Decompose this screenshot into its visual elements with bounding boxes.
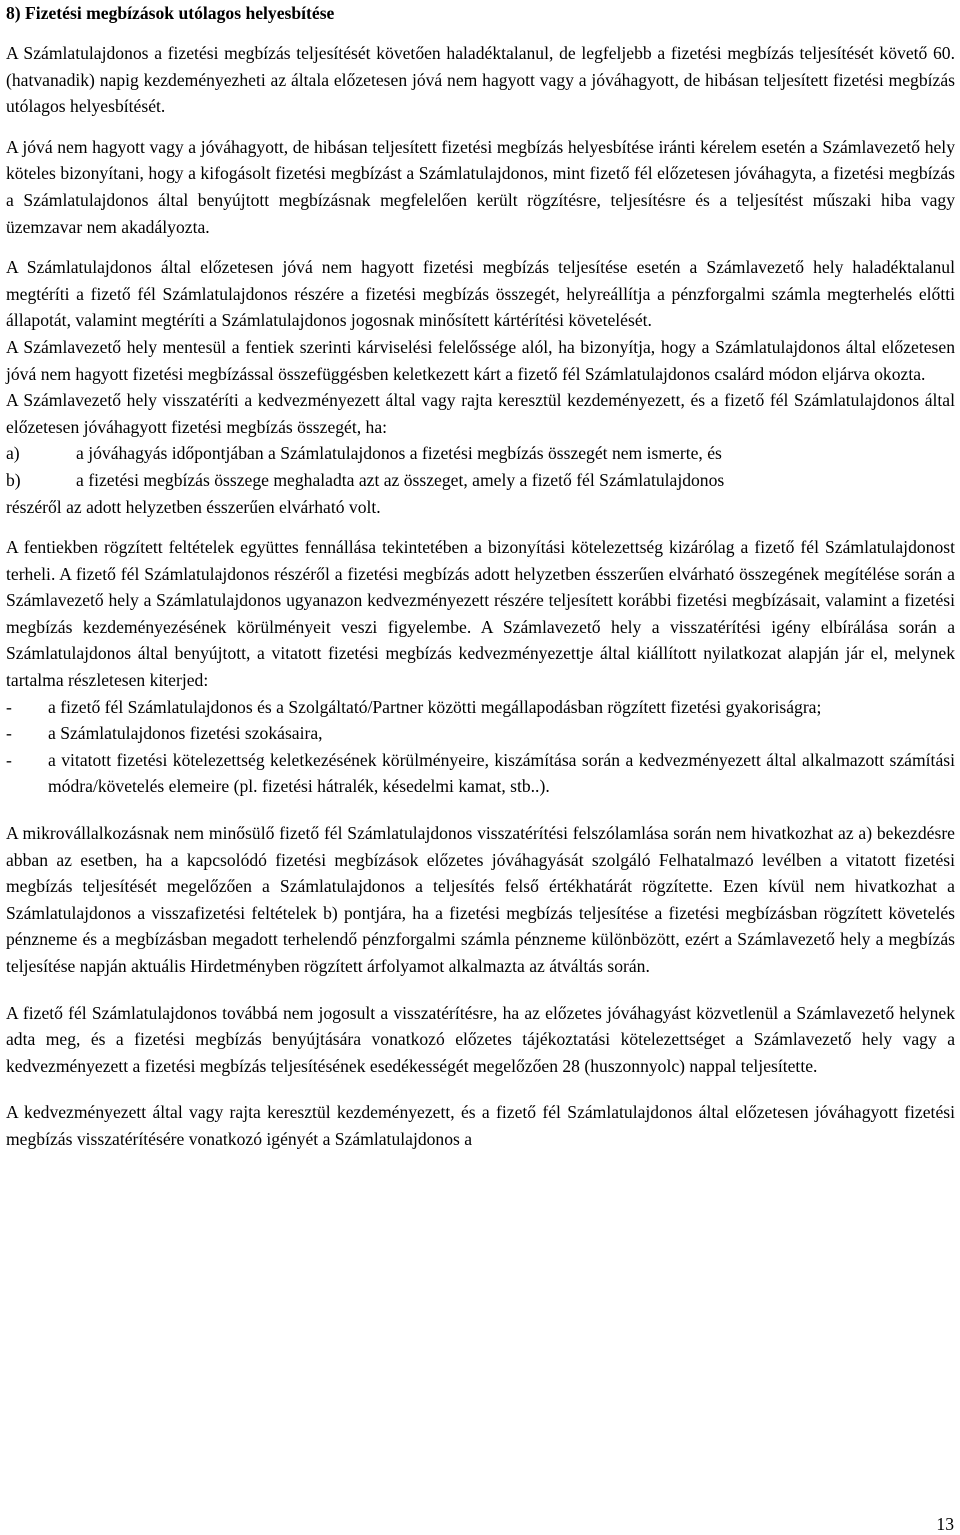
- dash-text: a vitatott fizetési kötelezettség keletkezésének körülményeire, kiszámítása során a kedvezményezett által alkalmazott számítási módra/követelés elemeire (pl. fizetési hátralék, késedelmi kamat, stb..).: [48, 749, 955, 797]
- dash-text: a Számlatulajdonos fizetési szokásaira,: [48, 723, 323, 744]
- page-number: 13: [936, 1514, 954, 1534]
- section-heading: 8) Fizetési megbízások utólagos helyesbítése: [6, 3, 335, 23]
- enum-label: a): [6, 443, 20, 464]
- dash-text: a fizető fél Számlatulajdonos és a Szolgáltató/Partner közötti megállapodásban rögzített fizetési gyakoriságra;: [48, 696, 822, 717]
- paragraph: A kedvezményezett által vagy rajta keresztül kezdeményezett, és a fizető fél Számlatulajdonos által előzetesen jóváhagyott fizetési megbízás visszatérítésére vonatkozó igényét a Számlatulajdonos a: [6, 1102, 955, 1149]
- dash-label: -: [6, 749, 12, 770]
- paragraph: A Számlavezető hely visszatéríti a kedvezményezett által vagy rajta keresztül kezdeményezett, és a fizető fél Számlatulajdonos által előzetesen jóváhagyott fizetési megbízás összegét, ha:: [6, 390, 955, 437]
- enum-text: a fizetési megbízás összege meghaladta azt az összeget, amely a fizető fél Számlatulajdonos: [76, 469, 725, 490]
- paragraph: A mikrovállalkozásnak nem minősülő fizető fél Számlatulajdonos visszatérítési felszólamlása során nem hivatkozhat az a) bekezdésre abban az esetben, ha a kapcsolódó fizetési megbízások előzetes jóváhagyását szolgáló Felhatalmazó levélben a vitatott fizetési megbízás teljesítését megelőzően a Számlatulajdonos a teljesítés felső értékhatárát rögzítette. Ezen kívül nem hivatkozhat a Számlatulajdonos a visszafizetési feltételek b) pontjára, ha a fizetési megbízás teljesítése a fizetési megbízásban rögzített követelés pénzneme és a megbízásban megadott terhelendő pénzforgalmi számla pénzneme különbözött, ezért a Számlavezető hely a megbízás teljesítése napján aktuális Hirdetményben rögzített árfolyamot alkalmazta az átváltás során.: [6, 823, 955, 976]
- dash-item: [6, 747, 955, 800]
- paragraph: A Számlatulajdonos a fizetési megbízás teljesítését követően haladéktalanul, de legfeljebb a fizetési megbízás teljesítését követő 60. (hatvanadik) napig kezdeményezheti az általa előzetesen jóvá nem hagyott vagy a jóváhagyott, de hibásan teljesített fizetési megbízás utólagos helyesbítését.: [6, 43, 955, 117]
- document-page: [6, 0, 955, 1153]
- dash-label: -: [6, 696, 12, 717]
- dash-item: [6, 720, 955, 747]
- enum-item-b: [6, 467, 955, 494]
- paragraph: A Számlavezető hely mentesül a fentiek szerinti kárviselési felelőssége alól, ha bizonyítja, hogy a Számlatulajdonos által előzetesen jóvá nem hagyott fizetési megbízással összefüggésben keletkezett kárt a fizető fél Számlatulajdonos csalárd módon eljárva okozta.: [6, 336, 955, 384]
- paragraph: A fentiekben rögzített feltételek együttes fennállása tekintetében a bizonyítási kötelezettség kizárólag a fizető fél Számlatulajdonost terheli. A fizető fél Számlatulajdonos részéről a fizetési megbízás adott helyzetben ésszerűen elvárható összegének megítélése során a Számlavezető hely a Számlatulajdonos ugyanazon kedvezményezett részére teljesített korábbi fizetési megbízásait, valamint a fizetési megbízás kezdeményezésének körülményeit veszi figyelembe. A Számlavezető hely a visszatérítési igény elbírálása során a Számlatulajdonos által benyújtott, a vitatott fizetési megbízás kedvezményezettje által kiállított nyilatkozat alapján jár el, melynek tartalma részletesen kiterjed:: [6, 537, 955, 691]
- dash-label: -: [6, 723, 12, 744]
- enum-continuation: részéről az adott helyzetben ésszerűen elvárható volt.: [6, 496, 381, 517]
- dash-item: [6, 694, 955, 721]
- paragraph: A Számlatulajdonos által előzetesen jóvá nem hagyott fizetési megbízás teljesítése esetén a Számlavezető hely haladéktalanul megtéríti a fizető fél Számlatulajdonos részére a fizetési megbízás összegét, helyreállítja a pénzforgalmi számla megterhelés előtti állapotát, valamint megtéríti a Számlatulajdonos jogosnak minősített kártérítési követelését.: [6, 257, 955, 331]
- paragraph: A fizető fél Számlatulajdonos továbbá nem jogosult a visszatérítésre, ha az előzetes jóváhagyást közvetlenül a Számlavezető helynek adta meg, és a fizetési megbízás benyújtására vonatkozó előzetes tájékoztatási kötelezettséget a Számlavezető hely vagy a kedvezményezett a fizetési megbízás teljesítésének esedékességét megelőzően 28 (huszonnyolc) nappal teljesítette.: [6, 1002, 955, 1076]
- enum-text: a jóváhagyás időpontjában a Számlatulajdonos a fizetési megbízás összegét nem ismerte, és: [76, 443, 722, 464]
- enum-item-a: [6, 440, 955, 467]
- enum-label: b): [6, 469, 21, 490]
- paragraph: A jóvá nem hagyott vagy a jóváhagyott, de hibásan teljesített fizetési megbízás helyesbítése iránti kérelem esetén a Számlavezető hely köteles bizonyítani, hogy a kifogásolt fizetési megbízást a Számlatulajdonos, mint fizető fél előzetesen jóváhagyta, a fizetési megbízás a Számlatulajdonos által benyújtott megbízásnak megfelelően került rögzítésre, teljesítésre és a teljesítést műszaki hiba vagy üzemzavar nem akadályozta.: [6, 136, 955, 237]
